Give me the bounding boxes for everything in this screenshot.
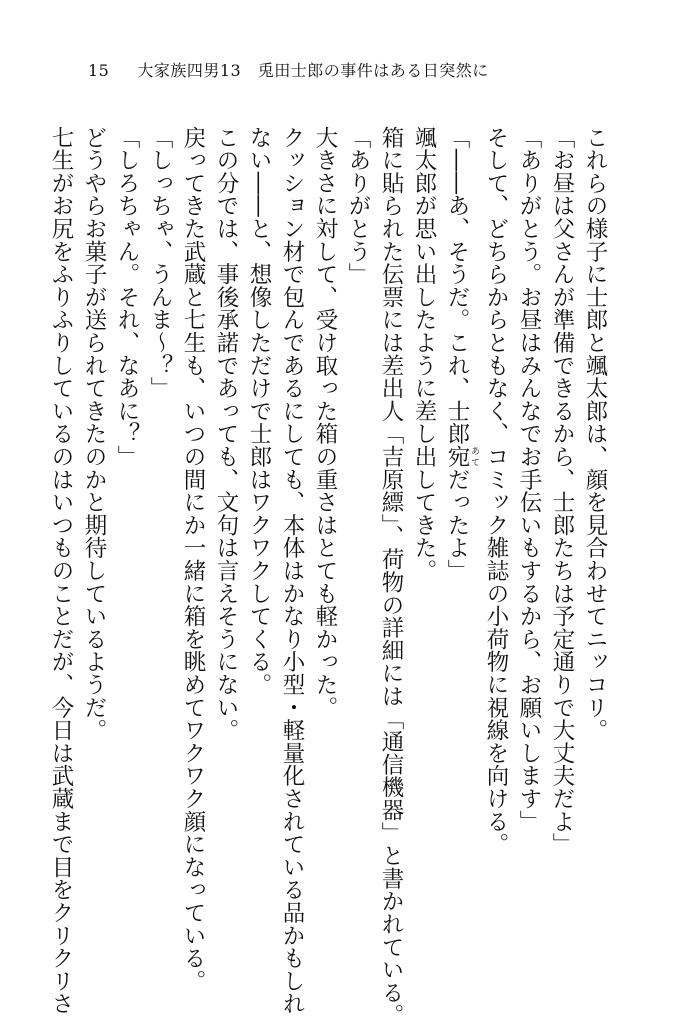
text-line: クッション材で包んであるにしても、本体はかなり小型・軽量化されている品かもしれ [279,126,305,1016]
running-title: 大家族四男13 兎田士郎の事件はある日突然に [137,61,489,80]
running-header [88,58,489,81]
ruby-annotation: 宛 あて [444,445,479,469]
text-line: 颯太郎が思い出したように差し出してきた。 [411,126,437,582]
ruby-reading: あて [469,445,479,469]
text-line: 「――あ、そうだ。これ、士郎宛 あてだったよ」 [444,126,479,583]
text-line: 「ありがとう」 [345,126,371,286]
page-number: 15 [88,61,110,80]
text-line: 「ありがとう。お昼はみんなでお手伝いもするから、お願いします」 [516,126,542,833]
text-line: ない――と、想像しただけで士郎はワクワクしてくる。 [246,126,272,696]
text-line: どうやらお菓子が送られてきたのかと期待しているようだ。 [81,126,107,742]
text-line: 箱に貼られた伝票には差出人「吉原縹」、荷物の詳細には「通信機器」と書かれている。 [378,126,404,1027]
text-line: この分では、事後承諾であっても、文句は言えそうにない。 [213,126,239,742]
text-line: そして、どちらからともなく、コミック雑誌の小荷物に視線を向ける。 [483,126,509,856]
text-line: 「しっちゃ、うんま～？」 [147,126,173,400]
text-line: 大きさに対して、受け取った箱の重さはとても軽かった。 [312,126,338,719]
text-line: 七生がお尻をふりふりしているのはいつものことだが、今日は武蔵まで目をクリクリさ [48,126,74,1016]
body-text [44,126,611,1027]
text-line: 「しろちゃん。それ、なあに？」 [114,126,140,468]
text-line: これらの様子に士郎と颯太郎は、顔を見合わせてニッコリ。 [582,126,608,742]
text-line: 「お昼は父さんが準備できるから、士郎たちは予定通りで大丈夫だよ」 [549,126,575,856]
text-line: 戻ってきた武蔵と七生も、いつの間にか一緒に箱を眺めてワクワク顔になっている。 [180,126,206,993]
